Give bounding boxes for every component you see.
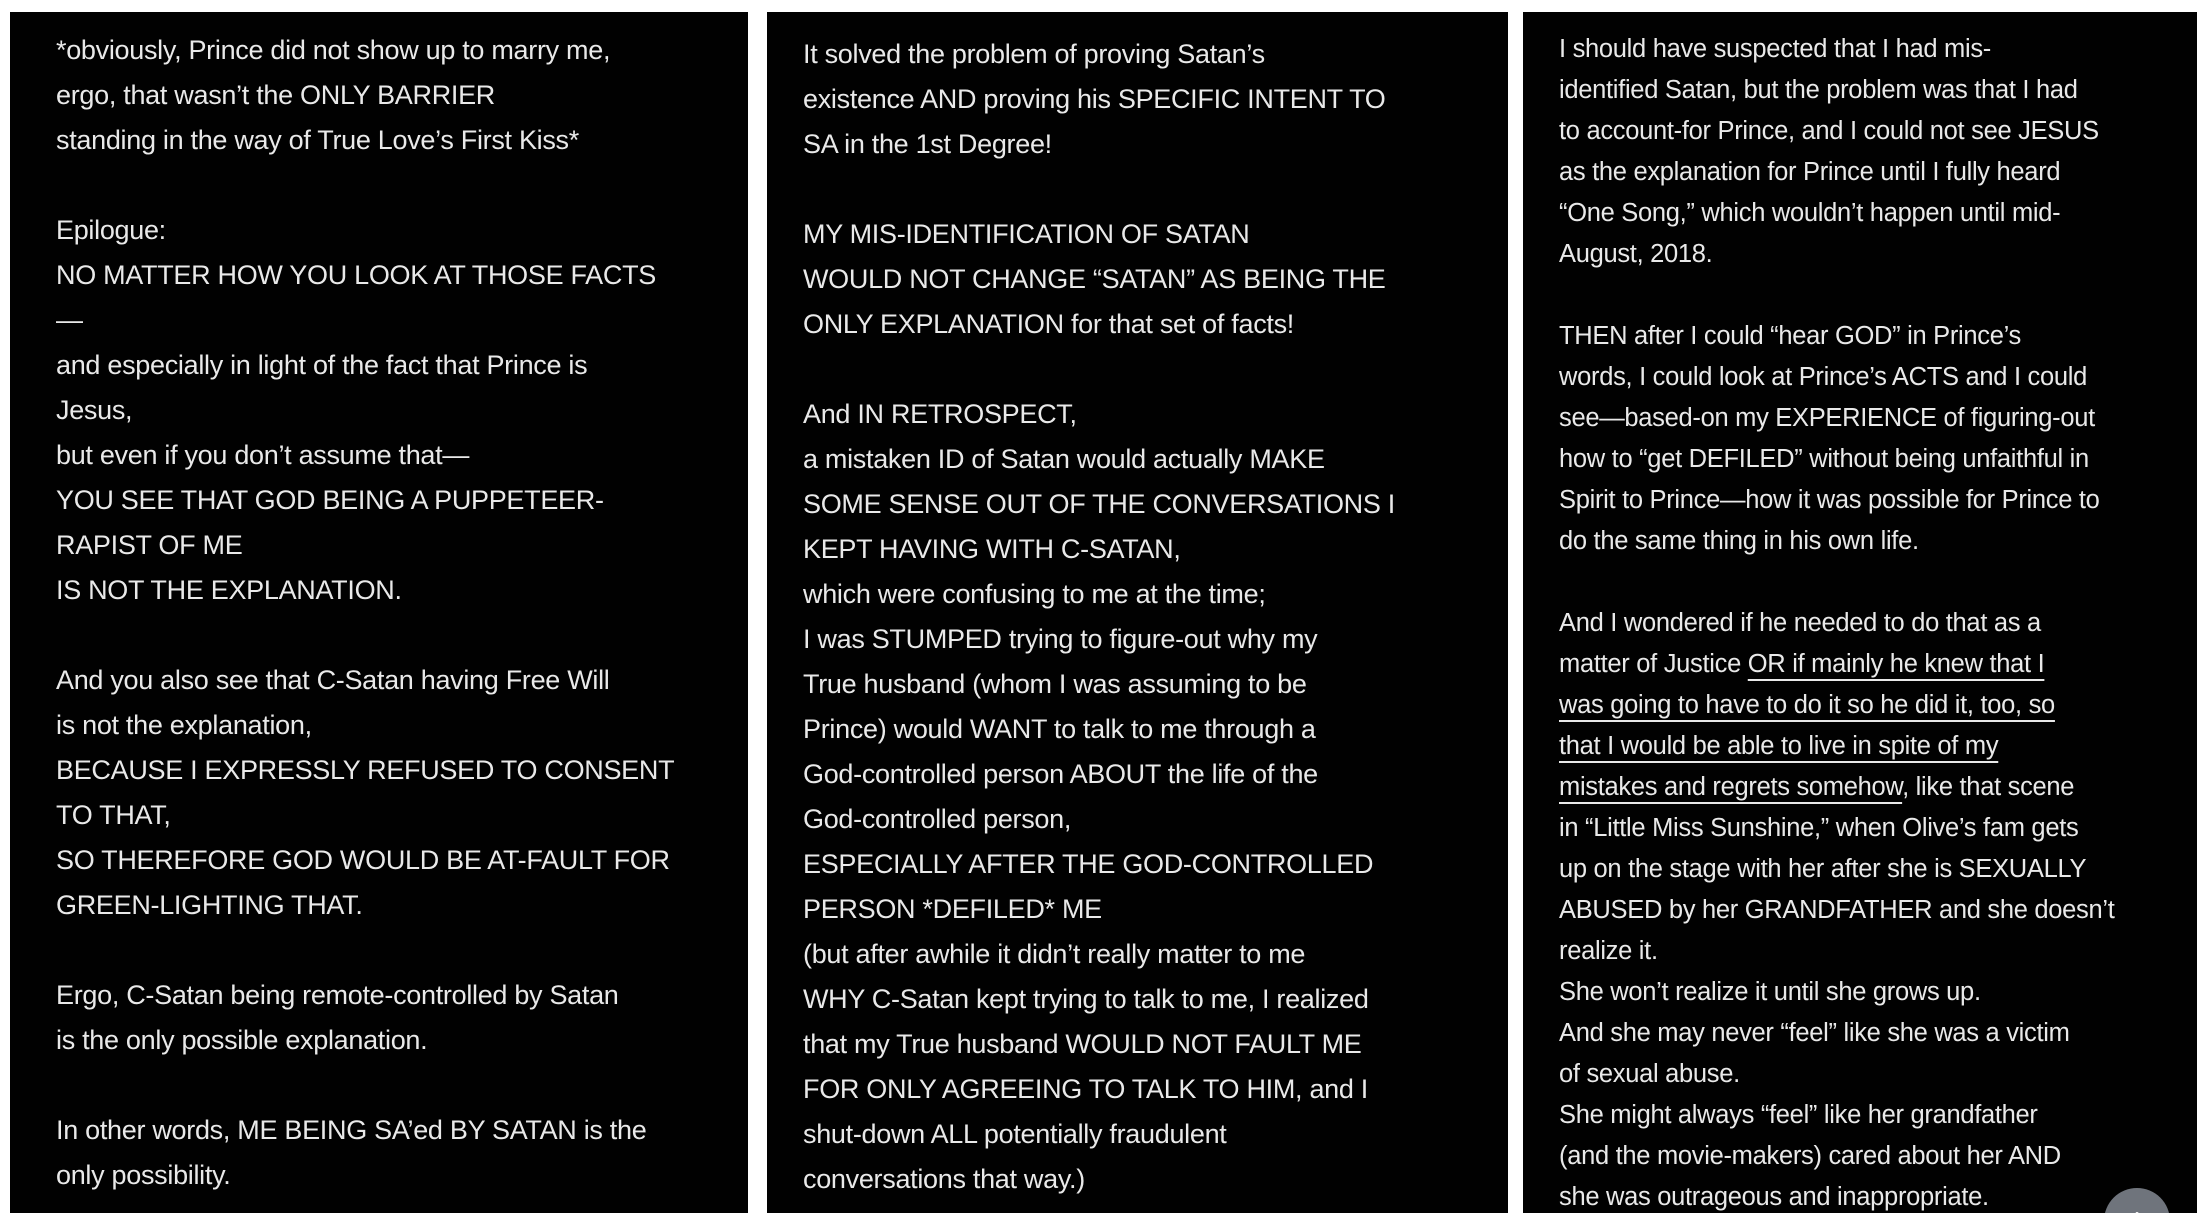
text-line: RAPIST OF ME	[56, 530, 243, 560]
text-line: THEN after I could “hear GOD” in Prince’s	[1559, 322, 2021, 350]
text-line: that my True husband WOULD NOT FAULT ME	[803, 1029, 1362, 1059]
text-line: KEPT HAVING WITH C-SATAN,	[803, 534, 1181, 564]
text-line: is the only possible explanation.	[56, 1025, 428, 1055]
text-line: words, I could look at Prince’s ACTS and I could	[1559, 363, 2087, 391]
text-line: Prince) would WANT to talk to me through a	[803, 714, 1316, 744]
text-line: And she may never “feel” like she was a victim	[1559, 1019, 2070, 1047]
text-line: existence AND proving his SPECIFIC INTENT TO	[803, 84, 1386, 114]
text-line: She might always “feel” like her grandfather	[1559, 1101, 2038, 1129]
text-line: *obviously, Prince did not show up to marry me,	[56, 35, 611, 65]
text-line: in “Little Miss Sunshine,” when Olive’s fam gets	[1559, 814, 2079, 842]
text-line	[1559, 767, 2169, 808]
bottom-margin-strip	[0, 1213, 2206, 1225]
text-line: NO MATTER HOW YOU LOOK AT THOSE FACTS	[56, 260, 656, 290]
underlined-text: was going to have to do it so he did it, too, so	[1559, 691, 2055, 719]
text-line: And IN RETROSPECT,	[803, 399, 1077, 429]
text-line: Spirit to Prince—how it was possible for Prince to	[1559, 486, 2100, 514]
text-line: conversations that way.)	[803, 1164, 1085, 1194]
text-line: God-controlled person,	[803, 804, 1072, 834]
text-line: God-controlled person ABOUT the life of the	[803, 759, 1318, 789]
text-line: how to “get DEFILED” without being unfaithful in	[1559, 445, 2089, 473]
text-line: shut-down ALL potentially fraudulent	[803, 1119, 1227, 1149]
text-line: up on the stage with her after she is SEXUALLY	[1559, 855, 2087, 883]
text-panel-2	[767, 12, 1508, 1213]
text-line	[1559, 726, 2169, 767]
text-line: WOULD NOT CHANGE “SATAN” AS BEING THE	[803, 264, 1386, 294]
text-line	[1559, 644, 2169, 685]
text-line: Ergo, C-Satan being remote-controlled by Satan	[56, 980, 619, 1010]
text-line: only possibility.	[56, 1160, 231, 1190]
panel-row	[10, 12, 2197, 1213]
text-line: “One Song,” which wouldn’t happen until mid-	[1559, 199, 2061, 227]
text-line: see—based-on my EXPERIENCE of figuring-out	[1559, 404, 2095, 432]
text-line: WHY C-Satan kept trying to talk to me, I realized	[803, 984, 1369, 1014]
text-line: —	[56, 305, 83, 335]
text-line: and especially in light of the fact that Prince is	[56, 350, 588, 380]
underlined-text: OR if mainly he knew that I	[1747, 650, 2045, 678]
text-line	[1559, 562, 2169, 603]
text-line: I was STUMPED trying to figure-out why my	[803, 624, 1318, 654]
text-line: She won’t realize it until she grows up.	[1559, 978, 1981, 1006]
text-line: SA in the 1st Degree!	[803, 129, 1052, 159]
text-line: do the same thing in his own life.	[1559, 527, 1919, 555]
text-line: realize it.	[1559, 937, 1658, 965]
text-line: to account-for Prince, and I could not see JESUS	[1559, 117, 2099, 145]
text-line: And I wondered if he needed to do that as a	[1559, 609, 2041, 637]
text-line: Epilogue:	[56, 215, 166, 245]
text-line	[1559, 275, 2169, 316]
text-line: as the explanation for Prince until I fully heard	[1559, 158, 2061, 186]
text-line: is not the explanation,	[56, 710, 312, 740]
underlined-text: mistakes and regrets somehow	[1559, 773, 1903, 801]
text-line: identified Satan, but the problem was that I had	[1559, 76, 2078, 104]
text-line: (and the movie-makers) cared about her AND	[1559, 1142, 2061, 1170]
text-line: And you also see that C-Satan having Free Will	[56, 665, 610, 695]
text-line	[803, 167, 1474, 212]
underlined-text: that I would be able to live in spite of my	[1559, 732, 1999, 760]
text-line: PERSON *DEFILED* ME	[803, 894, 1102, 924]
text-line	[56, 613, 712, 658]
text-line: BECAUSE I EXPRESSLY REFUSED TO CONSENT	[56, 755, 675, 785]
text-line: True husband (whom I was assuming to be	[803, 669, 1307, 699]
text-line: ergo, that wasn’t the ONLY BARRIER	[56, 80, 496, 110]
text-line: she was outrageous and inappropriate.	[1559, 1183, 1989, 1211]
text-line: but even if you don’t assume that—	[56, 440, 470, 470]
text-line: MY MIS-IDENTIFICATION OF SATAN	[803, 219, 1250, 249]
text-line: ONLY EXPLANATION for that set of facts!	[803, 309, 1294, 339]
text-line	[56, 1063, 712, 1108]
text-line: FOR ONLY AGREEING TO TALK TO HIM, and I	[803, 1074, 1368, 1104]
text-line: GREEN-LIGHTING THAT.	[56, 890, 363, 920]
text-line: IS NOT THE EXPLANATION.	[56, 575, 402, 605]
text-line: Jesus,	[56, 395, 133, 425]
text-line: It solved the problem of proving Satan’s	[803, 39, 1265, 69]
text-line: August, 2018.	[1559, 240, 1713, 268]
text-line: ESPECIALLY AFTER THE GOD-CONTROLLED	[803, 849, 1374, 879]
text-panel-3	[1523, 12, 2197, 1213]
text-line: a mistaken ID of Satan would actually MAKE	[803, 444, 1325, 474]
text-line: YOU SEE THAT GOD BEING A PUPPETEER-	[56, 485, 604, 515]
text-line: of sexual abuse.	[1559, 1060, 1740, 1088]
text-line	[803, 347, 1474, 392]
text-line: I should have suspected that I had mis-	[1559, 35, 1991, 63]
text-line: ABUSED by her GRANDFATHER and she doesn’t	[1559, 896, 2115, 924]
plain-text: matter of Justice	[1559, 650, 1748, 678]
text-line: which were confusing to me at the time;	[803, 579, 1266, 609]
text-line: standing in the way of True Love’s First Kiss*	[56, 125, 579, 155]
text-panel-1	[10, 12, 748, 1213]
text-line: (but after awhile it didn’t really matter to me	[803, 939, 1306, 969]
text-line: SOME SENSE OUT OF THE CONVERSATIONS I	[803, 489, 1395, 519]
text-line	[56, 928, 712, 973]
text-line: TO THAT,	[56, 800, 171, 830]
text-line	[1559, 685, 2169, 726]
text-line	[56, 163, 712, 208]
text-line: SO THEREFORE GOD WOULD BE AT-FAULT FOR	[56, 845, 670, 875]
plain-text: , like that scene	[1902, 773, 2075, 801]
text-line: In other words, ME BEING SA’ed BY SATAN is the	[56, 1115, 647, 1145]
